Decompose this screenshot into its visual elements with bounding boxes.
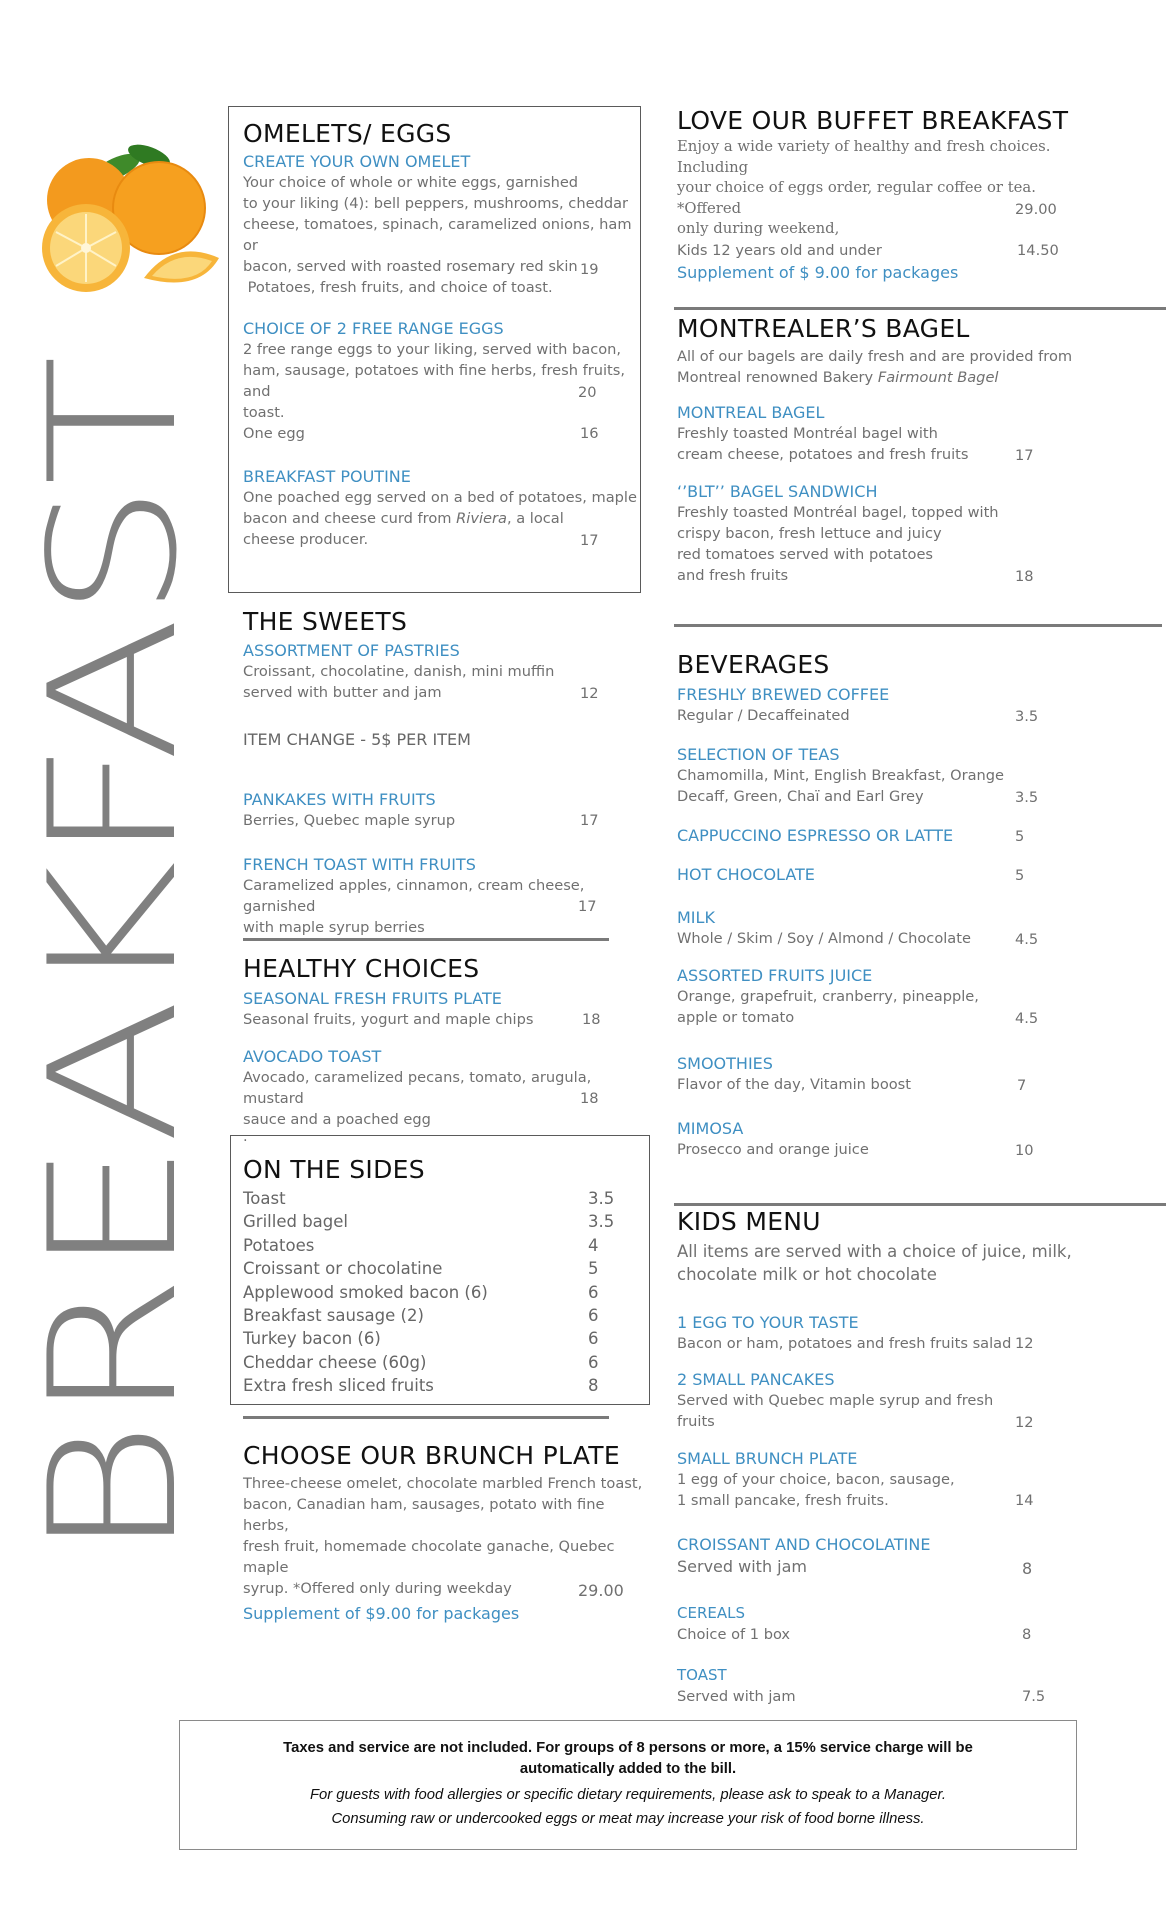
item-desc-line: with maple syrup berries	[243, 919, 425, 936]
item-desc-line: toast.	[243, 404, 285, 421]
item-price: 4.5	[1015, 1010, 1039, 1027]
item-desc-line: cheese producer.	[243, 531, 369, 548]
text-part: , a local	[506, 510, 564, 527]
item-price: 19	[580, 261, 599, 278]
item-title: 2 SMALL PANCAKES	[677, 1370, 835, 1389]
side-name: Croissant or chocolatine	[243, 1259, 443, 1279]
item-price: 12	[1015, 1335, 1034, 1352]
section-divider	[674, 307, 1166, 310]
item-title: CEREALS	[677, 1604, 745, 1622]
footer-taxes	[180, 1738, 1076, 1780]
item-title: SELECTION OF TEAS	[677, 745, 840, 764]
item-desc-line: Prosecco and orange juice	[677, 1141, 869, 1158]
item-desc-line: Freshly toasted Montréal bagel, topped with	[677, 504, 999, 521]
side-name: Cheddar cheese (60g)	[243, 1352, 427, 1372]
vertical-title: BREAKFAST	[13, 357, 216, 1560]
kids-egg	[677, 1312, 1097, 1354]
bagel-heading: MONTREALER’S BAGEL	[677, 314, 970, 343]
side-item	[243, 1281, 643, 1304]
item-desc-line: All of our bagels are daily fresh and are provided from	[677, 348, 1073, 365]
item-desc-line: apple or tomato	[677, 1009, 795, 1026]
item-desc-line: All items are served with a choice of juice, milk,	[677, 1242, 1072, 1261]
omelet-two-eggs	[243, 318, 638, 423]
side-item	[243, 1351, 643, 1374]
item-price: 3.5	[1015, 789, 1039, 806]
blt-bagel-sandwich	[677, 481, 1097, 586]
pankakes-fruits	[243, 789, 638, 831]
item-desc-line: cream cheese, potatoes and fresh fruits	[677, 446, 969, 463]
side-price: 4	[588, 1235, 599, 1255]
item-price: 5	[1015, 867, 1025, 884]
beverage-hot-chocolate: HOT CHOCOLATE	[677, 865, 815, 884]
item-title: PANKAKES WITH FRUITS	[243, 790, 436, 809]
item-desc-line: Three-cheese omelet, chocolate marbled French toast,	[243, 1475, 643, 1492]
beverage-smoothies	[677, 1053, 1097, 1095]
kids-cereals	[677, 1603, 1097, 1645]
item-desc-line: Croissant, chocolatine, danish, mini muffin	[243, 663, 555, 680]
section-divider	[674, 624, 1162, 627]
side-price: 6	[588, 1329, 599, 1349]
breakfast-poutine	[243, 466, 638, 550]
brunch-heading: CHOOSE OUR BRUNCH PLATE	[243, 1441, 620, 1470]
item-title: FRENCH TOAST WITH FRUITS	[243, 855, 476, 874]
item-desc-line: bacon, Canadian ham, sausages, potato with fine herbs,	[243, 1496, 605, 1534]
section-divider	[674, 1203, 1166, 1206]
buffet-heading: LOVE OUR BUFFET BREAKFAST	[677, 106, 1069, 135]
footer-raw-warning: Consuming raw or undercooked eggs or meat may increase your risk of food borne illness.	[331, 1811, 925, 1827]
side-price: 5	[588, 1259, 599, 1279]
item-desc-line: Flavor of the day, Vitamin boost	[677, 1076, 911, 1093]
item-desc-line: red tomatoes served with potatoes	[677, 546, 934, 563]
item-price: 12	[1015, 1414, 1034, 1431]
item-desc-line	[243, 508, 638, 529]
kids-brunch-plate	[677, 1448, 1097, 1511]
item-price: 5	[1015, 828, 1025, 845]
side-name: Applewood smoked bacon (6)	[243, 1282, 488, 1302]
seasonal-fruits-plate	[243, 988, 638, 1030]
buffet-price: 29.00	[1015, 201, 1057, 218]
item-desc-line: Chamomilla, Mint, English Breakfast, Orange	[677, 767, 1005, 784]
beverages-heading: BEVERAGES	[677, 650, 830, 679]
item-desc-line: syrup. *Offered only during weekday	[243, 1580, 512, 1597]
item-desc-line: Bacon or ham, potatoes and fresh fruits salad	[677, 1335, 1012, 1352]
item-title: ‘’BLT’’ BAGEL SANDWICH	[677, 482, 878, 501]
item-desc-line: Orange, grapefruit, cranberry, pineapple,	[677, 988, 979, 1005]
side-name: Turkey bacon (6)	[243, 1329, 381, 1349]
side-name: Toast	[243, 1189, 286, 1208]
brunch-price: 29.00	[578, 1581, 624, 1600]
item-desc-line: Served with jam	[677, 1557, 807, 1576]
item-desc-line: Potatoes, fresh fruits, and choice of toast.	[243, 279, 553, 296]
side-item	[243, 1257, 643, 1280]
item-title: ASSORTMENT OF PASTRIES	[243, 641, 460, 660]
item-price: 18	[580, 1090, 599, 1107]
item-desc-line: 1 small pancake, fresh fruits.	[677, 1492, 889, 1509]
item-desc-line: Enjoy a wide variety of healthy and fresh choices. Including	[677, 138, 1051, 176]
item-title: CROISSANT AND CHOCOLATINE	[677, 1535, 931, 1554]
side-item	[243, 1327, 643, 1350]
footer-line: automatically added to the bill.	[519, 1761, 737, 1777]
item-price: 7.5	[1022, 1688, 1046, 1705]
item-change-note: ITEM CHANGE - 5$ PER ITEM	[243, 730, 471, 749]
item-title: FRESHLY BREWED COFFEE	[677, 685, 890, 704]
section-divider	[243, 938, 609, 941]
item-price: 17	[1015, 447, 1034, 464]
item-desc-line: Served with Quebec maple syrup and fresh	[677, 1392, 994, 1409]
buffet-supplement: Supplement of $ 9.00 for packages	[677, 263, 959, 282]
kids-croissant	[677, 1534, 1097, 1578]
item-desc-line: and fresh fruits	[677, 567, 789, 584]
side-item	[243, 1210, 643, 1233]
item-title: BREAKFAST POUTINE	[243, 467, 411, 486]
side-price: 3.5	[588, 1212, 615, 1232]
side-price: 6	[588, 1352, 599, 1372]
item-desc-line: Served with jam	[677, 1688, 796, 1705]
item-price: 14	[1015, 1492, 1034, 1509]
kids-buffet-price: 14.50	[1017, 242, 1059, 259]
item-price: 8	[1022, 1626, 1032, 1643]
item-desc-line: served with butter and jam	[243, 684, 442, 701]
item-title: ASSORTED FRUITS JUICE	[677, 966, 873, 985]
item-price: 8	[1022, 1559, 1033, 1578]
item-desc-line: Caramelized apples, cinnamon, cream cheese, garnished	[243, 877, 585, 915]
side-name: Extra fresh sliced fruits	[243, 1376, 434, 1396]
item-price: 17	[580, 812, 599, 829]
item-price: 4.5	[1015, 931, 1039, 948]
side-price: 6	[588, 1282, 599, 1302]
assortment-pastries	[243, 640, 638, 703]
item-desc-line: crispy bacon, fresh lettuce and juicy	[677, 525, 942, 542]
item-title: SEASONAL FRESH FRUITS PLATE	[243, 989, 502, 1008]
kids-buffet-label: Kids 12 years old and under	[677, 242, 882, 259]
sweets-heading: THE SWEETS	[243, 607, 408, 636]
item-desc-line: 2 free range eggs to your liking, served with bacon,	[243, 341, 622, 358]
item-price: 17	[580, 532, 599, 549]
side-item	[243, 1234, 643, 1257]
brunch-supplement: Supplement of $9.00 for packages	[243, 1604, 520, 1623]
beverage-cappuccino: CAPPUCCINO ESPRESSO OR LATTE	[677, 826, 954, 845]
item-desc-line: cheese, tomatoes, spinach, caramelized onions, ham or	[243, 216, 632, 254]
footer-line: Taxes and service are not included. For groups of 8 persons or more, a 15% service charge will be	[283, 1740, 973, 1756]
item-title: MILK	[677, 908, 715, 927]
item-desc-line: to your liking (4): bell peppers, mushrooms, cheddar	[243, 195, 629, 212]
item-title: AVOCADO TOAST	[243, 1047, 382, 1066]
kids-heading: KIDS MENU	[677, 1207, 821, 1236]
item-desc-line: your choice of eggs order, regular coffee or tea. *Offered	[677, 179, 1036, 217]
item-price: 18	[1015, 568, 1034, 585]
beverage-mimosa	[677, 1118, 1097, 1160]
healthy-heading: HEALTHY CHOICES	[243, 954, 480, 983]
trailing-dot: .	[243, 1128, 248, 1145]
item-title: MIMOSA	[677, 1119, 744, 1138]
item-title: CHOICE OF 2 FREE RANGE EGGS	[243, 319, 504, 338]
bakery-name: Fairmount Bagel	[877, 369, 999, 386]
bagel-intro	[677, 346, 1117, 388]
side-item	[243, 1304, 643, 1327]
item-desc-line: Your choice of whole or white eggs, garnished	[243, 174, 579, 191]
item-desc-line: Choice of 1 box	[677, 1626, 791, 1643]
section-divider	[243, 1416, 609, 1419]
side-name: Grilled bagel	[243, 1212, 348, 1232]
item-desc-line: Decaff, Green, Chaï and Earl Grey	[677, 788, 924, 805]
item-desc-line: One poached egg served on a bed of potatoes, maple	[243, 489, 637, 506]
item-desc-line: bacon, served with roasted rosemary red skin	[243, 258, 578, 275]
side-name: Potatoes	[243, 1235, 315, 1255]
kids-intro	[677, 1240, 1117, 1286]
omelet-create-own	[243, 151, 633, 298]
footer-allergy: For guests with food allergies or specific dietary requirements, please ask to speak to a Manager.	[309, 1787, 947, 1803]
montreal-bagel	[677, 402, 1097, 465]
item-price: 3.5	[1015, 708, 1039, 725]
buffet-description	[677, 137, 1097, 240]
text-part: Montreal renowned Bakery	[677, 369, 878, 386]
item-title: 1 EGG TO YOUR TASTE	[677, 1313, 859, 1332]
side-item	[243, 1187, 643, 1210]
side-price: 3.5	[588, 1189, 615, 1208]
item-desc-line: Freshly toasted Montréal bagel with	[677, 425, 938, 442]
item-desc-line: ham, sausage, potatoes with fine herbs, fresh fruits, and	[243, 362, 626, 400]
item-price: 16	[580, 425, 599, 442]
item-desc-line: Berries, Quebec maple syrup	[243, 812, 456, 829]
item-price: 20	[578, 384, 597, 401]
item-desc-line: 1 egg of your choice, bacon, sausage,	[677, 1471, 955, 1488]
item-title: TOAST	[677, 1666, 727, 1684]
item-desc-line: chocolate milk or hot chocolate	[677, 1265, 937, 1284]
side-name: Breakfast sausage (2)	[243, 1305, 424, 1325]
side-item	[243, 1374, 643, 1397]
item-desc-line: only during weekend,	[677, 220, 840, 237]
item-price: 18	[582, 1011, 601, 1028]
item-price: 7	[1017, 1077, 1027, 1094]
side-price: 6	[588, 1305, 599, 1325]
sides-heading: ON THE SIDES	[243, 1155, 425, 1184]
text-part: bacon and cheese curd from	[243, 510, 457, 527]
item-title: SMALL BRUNCH PLATE	[677, 1449, 858, 1468]
one-egg-label: One egg	[243, 425, 305, 442]
item-price: 17	[578, 898, 597, 915]
item-desc-line: fresh fruit, homemade chocolate ganache, Quebec maple	[243, 1538, 615, 1576]
item-desc-line	[677, 367, 1117, 388]
item-title: CREATE YOUR OWN OMELET	[243, 152, 471, 171]
omelets-heading: OMELETS/ EGGS	[243, 119, 452, 148]
item-title: MONTREAL BAGEL	[677, 403, 825, 422]
item-desc-line: fruits	[677, 1413, 715, 1430]
item-title: SMOOTHIES	[677, 1054, 773, 1073]
side-price: 8	[588, 1376, 599, 1396]
item-desc-line: Whole / Skim / Soy / Almond / Chocolate	[677, 930, 971, 947]
item-desc-line: Avocado, caramelized pecans, tomato, arugula, mustard	[243, 1069, 592, 1107]
item-desc-line: Seasonal fruits, yogurt and maple chips	[243, 1011, 534, 1028]
footer-notice	[179, 1720, 1077, 1850]
item-desc-line: sauce and a poached egg	[243, 1111, 431, 1128]
item-price: 10	[1015, 1142, 1034, 1159]
item-desc-line: Regular / Decaffeinated	[677, 707, 850, 724]
producer-name: Riviera	[456, 510, 507, 527]
kids-pancakes	[677, 1369, 1097, 1432]
item-price: 12	[580, 685, 599, 702]
sides-list	[243, 1187, 643, 1398]
